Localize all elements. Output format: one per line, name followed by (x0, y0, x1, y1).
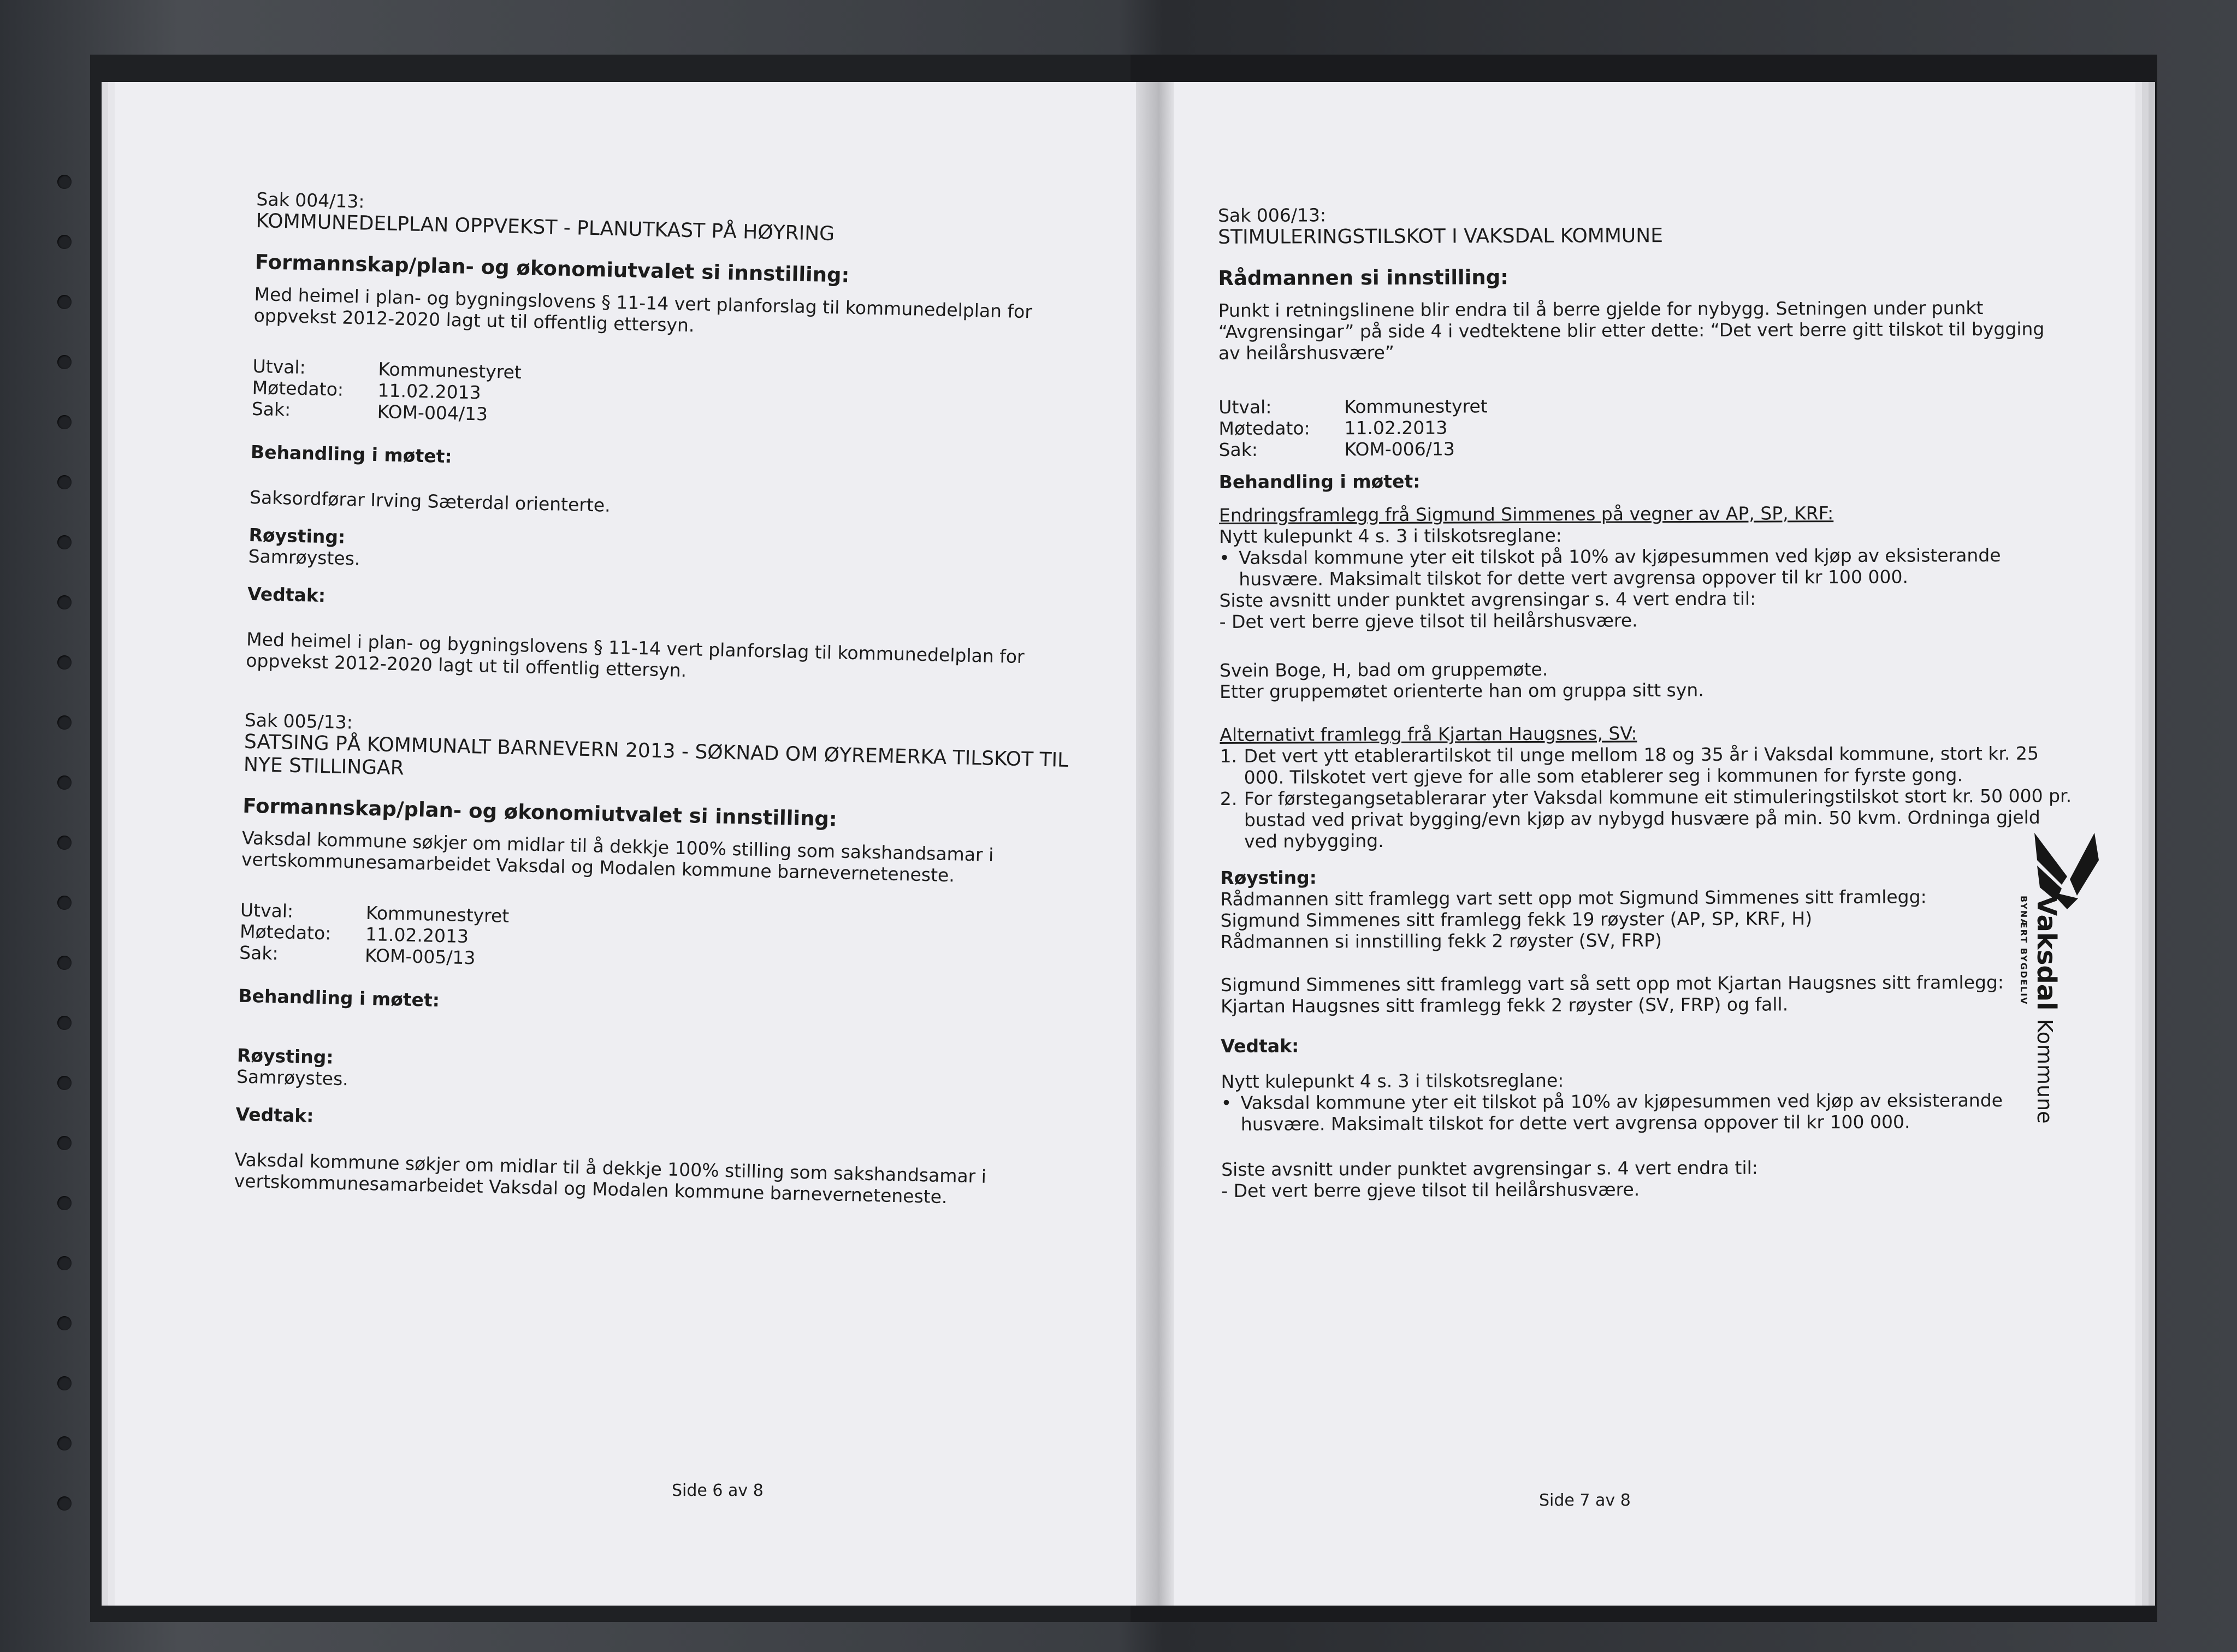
meta-value-sak: KOM-006/13 (1344, 438, 1455, 460)
endring-line: Siste avsnitt under punktet avgrensingar s. 4 vert endra til: (1219, 588, 1756, 611)
binder-hole (57, 655, 72, 670)
binder-hole (57, 175, 72, 189)
meta-value-motedato: 11.02.2013 (1344, 417, 1448, 439)
meta-value-sak: KOM-004/13 (377, 401, 488, 425)
meta-value-utval: Kommunestyret (1344, 395, 1488, 418)
gruppe-line: Svein Boge, H, bad om gruppemøte. (1219, 658, 1548, 681)
binder-hole (57, 595, 72, 609)
roysting-text: Samrøystes. (248, 545, 360, 570)
sak-number: Sak 005/13: (244, 709, 353, 733)
binder-hole (57, 1256, 72, 1270)
vedtak-line: Siste avsnitt under punktet avgrensingar s. 4 vert endra til: (1221, 1157, 1758, 1180)
page-number-right: Side 7 av 8 (1539, 1491, 1631, 1510)
sak-title: STIMULERINGSTILSKOT I VAKSDAL KOMMUNE (1218, 224, 1663, 248)
innstilling-text: Med heimel i plan- og bygningslovens § 11-14 vert planforslag til kommunedelplan for oppvekst 2012-2020 lagt ut til offentlig ettersyn. (253, 283, 1033, 336)
binder-hole (57, 355, 72, 369)
vedtak-heading: Vedtak: (247, 583, 326, 607)
binder-hole (57, 1316, 72, 1330)
item-number: 1. (1220, 745, 1238, 767)
roysting-line: Rådmannen si innstilling fekk 2 røyster (SV, FRP) (1220, 929, 1662, 952)
meta-label-motedato: Møtedato: (239, 920, 332, 944)
binder-hole (57, 1196, 72, 1210)
bullet-text: Vaksdal kommune yter eit tilskot på 10% av kjøpesummen ved kjøp av eksisterande husvære. Maksimalt tilskot for dette vert avgrensa oppover til kr 100 000. (1240, 1089, 2003, 1135)
item-text: Det vert ytt etablerartilskot til unge mellom 18 og 35 år i Vaksdal kommune, stort kr. 25 000. Tilskotet vert gjeve for alle som etablerer seg i kommunen for fyrste gong. (1244, 742, 2039, 788)
behandling-heading: Behandling i møtet: (250, 441, 453, 467)
sak-number: Sak 006/13: (1218, 204, 1327, 226)
vedtak-line: - Det vert berre gjeve tilsot til heilårshusvære. (1221, 1179, 1640, 1201)
meta-label-sak: Sak: (1218, 439, 1258, 460)
meta-value-sak: KOM-005/13 (364, 944, 476, 969)
binder-hole (57, 235, 72, 249)
binder-hole (57, 415, 72, 429)
vedtak-bullet (1221, 1090, 2073, 1135)
book-gutter (1136, 82, 1174, 1606)
sak-004 (246, 188, 1109, 690)
roysting-line: Rådmannen sitt framlegg vart sett opp mot Sigmund Simmenes sitt framlegg: (1220, 886, 1927, 910)
binder-hole (57, 836, 72, 850)
meta-value-motedato: 11.02.2013 (377, 380, 482, 404)
logo-tagline: BYNÆRT BYGDELIV (2019, 896, 2029, 1005)
behandling-heading: Behandling i møtet: (238, 985, 440, 1011)
bullet-marker: • (1219, 547, 1230, 569)
innstilling-heading: Rådmannen si innstilling: (1218, 265, 1509, 290)
item-number: 2. (1220, 787, 1238, 809)
meeting-meta (239, 899, 1092, 982)
vedtak-heading: Vedtak: (235, 1103, 314, 1127)
binder-hole (57, 1016, 72, 1030)
vaksdal-logo-text (2019, 896, 2062, 1124)
meta-label-utval: Utval: (252, 355, 306, 378)
vedtak-heading: Vedtak: (1221, 1035, 1299, 1057)
binder-hole (57, 535, 72, 549)
sak-005 (234, 709, 1097, 1211)
roysting-line: Sigmund Simmenes sitt framlegg fekk 19 røyster (AP, SP, KRF, H) (1220, 908, 1813, 931)
meta-label-sak: Sak: (251, 398, 291, 421)
binder-hole (57, 715, 72, 730)
meta-value-utval: Kommunestyret (378, 358, 522, 383)
binder-hole (57, 775, 72, 790)
binder-hole (57, 896, 72, 910)
binder-holes (57, 175, 74, 1595)
right-page-content (1218, 202, 2073, 1201)
roysting-heading: Røysting: (1220, 867, 1317, 889)
roysting-text: Samrøystes. (236, 1065, 349, 1090)
bullet-marker: • (1221, 1092, 1232, 1114)
meta-label-motedato: Møtedato: (1218, 417, 1310, 439)
meta-label-utval: Utval: (240, 899, 294, 922)
binder-hole (57, 1136, 72, 1150)
sak-title: SATSING PÅ KOMMUNALT BARNEVERN 2013 - SØKNAD OM ØYREMERKA TILSKOT TIL NYE STILLINGAR (243, 730, 1069, 780)
meeting-meta (1218, 394, 2070, 460)
meta-value-utval: Kommunestyret (365, 902, 510, 927)
endring-bullet (1219, 544, 2071, 590)
roysting-line: Kjartan Haugsnes sitt framlegg fekk 2 røyster (SV, FRP) og fall. (1221, 993, 1789, 1017)
binder-hole (57, 956, 72, 970)
gruppe-line: Etter gruppemøtet orienterte han om gruppa sitt syn. (1220, 679, 1704, 702)
page-number-left: Side 6 av 8 (672, 1481, 764, 1500)
vedtak-line: Nytt kulepunkt 4 s. 3 i tilskotsreglane: (1221, 1069, 1564, 1092)
endring-line: - Det vert berre gjeve tilsot til heilårshusvære. (1219, 609, 1638, 632)
meeting-meta (251, 356, 1104, 439)
alt-heading: Alternativt framlegg frå Kjartan Haugsnes, SV: (1220, 723, 1637, 745)
innstilling-heading: Formannskap/plan- og økonomiutvalet si innstilling: (255, 250, 850, 287)
binder-hole (57, 1436, 72, 1450)
vedtak-text: Med heimel i plan- og bygningslovens § 11-14 vert planforslag til kommunedelplan for oppvekst 2012-2020 lagt ut til offentlig ettersyn. (245, 628, 1025, 682)
sak-title: KOMMUNEDELPLAN OPPVEKST - PLANUTKAST PÅ HØYRING (256, 209, 835, 246)
sak-number: Sak 004/13: (256, 188, 365, 212)
meta-label-motedato: Møtedato: (252, 376, 344, 400)
innstilling-text: Vaksdal kommune søkjer om midlar til å dekkje 100% stilling som sakshandsamar i vertskommunesamarbeidet Vaksdal og Modalen kommune barneverneteneste. (241, 827, 994, 886)
meta-label-utval: Utval: (1218, 396, 1272, 418)
binder-hole (57, 1496, 72, 1511)
binder-hole (57, 1376, 72, 1390)
alt-item (1220, 785, 2072, 852)
vedtak-text: Vaksdal kommune søkjer om midlar til å dekkje 100% stilling som sakshandsamar i vertskommunesamarbeidet Vaksdal og Modalen kommune barneverneteneste. (234, 1148, 987, 1208)
roysting-heading: Røysting: (248, 524, 346, 548)
left-page-content (234, 188, 1109, 1216)
binder-hole (57, 295, 72, 309)
alt-item (1220, 743, 2072, 788)
behandling-text: Saksordførar Irving Sæterdal orienterte. (249, 486, 611, 516)
logo-main-text: Vaksdal (2031, 896, 2062, 1011)
bullet-text: Vaksdal kommune yter eit tilskot på 10% av kjøpesummen ved kjøp av eksisterande husvære. Maksimalt tilskot for dette vert avgrensa oppover til kr 100 000. (1239, 544, 2001, 590)
binder-hole (57, 1076, 72, 1090)
innstilling-heading: Formannskap/plan- og økonomiutvalet si innstilling: (242, 794, 838, 831)
item-text: For førstegangsetablerarar yter Vaksdal kommune eit stimuleringstilskot stort kr. 50 000 pr. bustad ved privat bygging/evn kjøp av nybygd husvære på min. 50 kvm. Ordninga gjeld ved nybygging. (1244, 785, 2072, 852)
innstilling-text: Punkt i retningslinene blir endra til å berre gjelde for nybygg. Setningen under punkt “Avgrensingar” på side 4 i vedtektene blir etter dette: “Det vert berre gitt tilskot til bygging av heilårshusvære” (1218, 297, 2045, 364)
meta-label-sak: Sak: (239, 942, 279, 964)
logo-sub-text: Kommune (2033, 1019, 2057, 1124)
roysting-line: Sigmund Simmenes sitt framlegg vart så sett opp mot Kjartan Haugsnes sitt framlegg: (1220, 971, 2004, 996)
endring-heading: Endringsframlegg frå Sigmund Simmenes på vegner av AP, SP, KRF: (1218, 502, 1834, 526)
behandling-heading: Behandling i møtet: (1218, 470, 1421, 493)
roysting-heading: Røysting: (236, 1044, 334, 1068)
endring-line: Nytt kulepunkt 4 s. 3 i tilskotsreglane: (1219, 524, 1562, 547)
binder-hole (57, 475, 72, 489)
meta-value-motedato: 11.02.2013 (365, 923, 469, 948)
